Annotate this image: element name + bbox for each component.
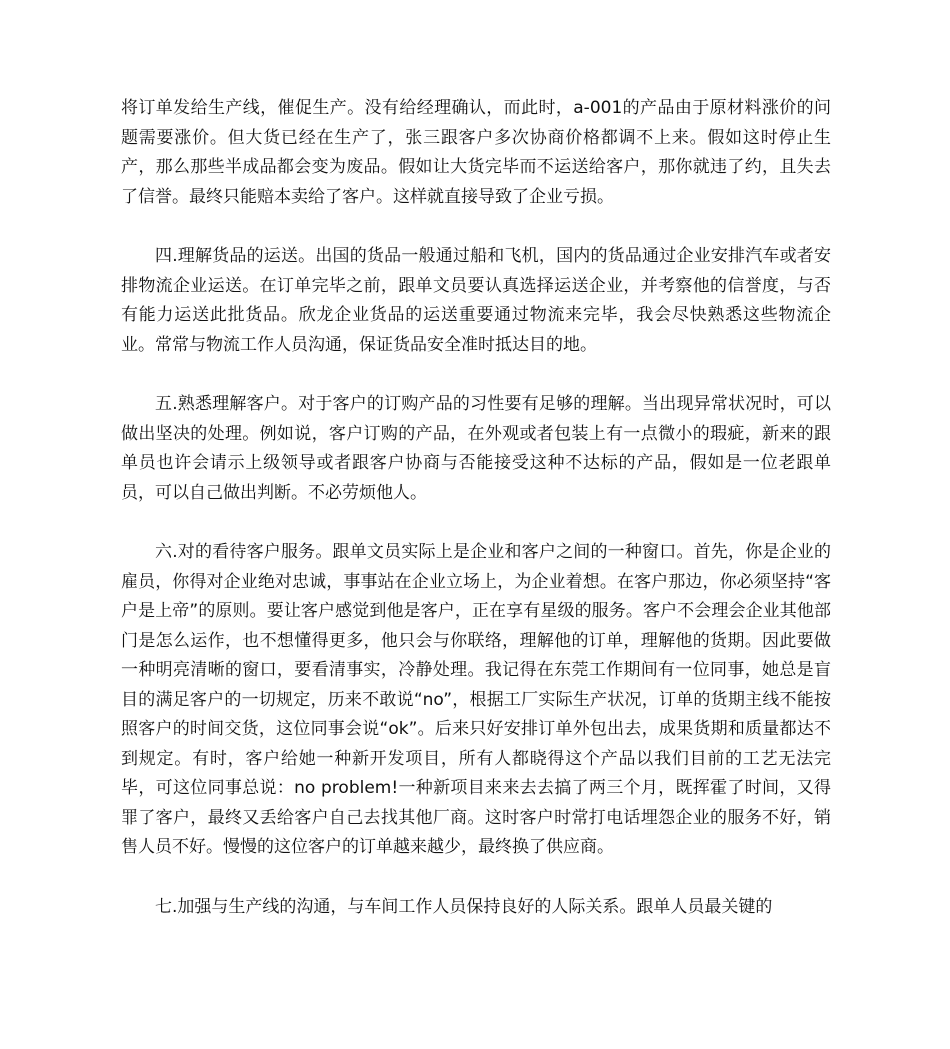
paragraph-continuation: 将订单发给生产线，催促生产。没有给经理确认，而此时，a-001的产品由于原材料涨价的问题需要涨价。但大货已经在生产了，张三跟客户多次协商价格都调不上来。假如这时停止生产，那么那些半成品都会变为废品。假如让大货完毕而不运送给客户，那你就违了约，且失去了信誉。最终只能赔本卖给了客户。这样就直接导致了企业亏损。 <box>121 98 831 207</box>
document-page <box>121 94 831 952</box>
paragraph-section-7: 七.加强与生产线的沟通，与车间工作人员保持良好的人际关系。跟单人员最关键的 <box>155 896 773 917</box>
paragraph-section-6: 六.对的看待客户服务。跟单文员实际上是企业和客户之间的一种窗口。首先，你是企业的雇员，你得对企业绝对忠诚，事事站在企业立场上，为企业着想。在客户那边，你必须坚持“客户是上帝”的原则。要让客户感觉到他是客户，正在享有星级的服务。客户不会理会企业其他部门是怎么运作，也不想懂得更多，他只会与你联络，理解他的订单，理解他的货期。因此要做一种明亮清晰的窗口，要看清事实，冷静处理。我记得在东莞工作期间有一位同事，她总是盲目的满足客户的一切规定，历来不敢说“no”，根据工厂实际生产状况，订单的货期主线不能按照客户的时间交货，这位同事会说“ok”。后来只好安排订单外包出去，成果货期和质量都达不到规定。有时，客户给她一种新开发项目，所有人都晓得这个产品以我们目前的工艺无法完毕，可这位同事总说：no problem!一种新项目来来去去搞了两三个月，既挥霍了时间，又得罪了客户，最终又丢给客户自己去找其他厂商。这时客户时常打电话埋怨企业的服务不好，销售人员不好。慢慢的这位客户的订单越来越少，最终换了供应商。 <box>121 542 831 857</box>
paragraph-section-4: 四.理解货品的运送。出国的货品一般通过船和飞机，国内的货品通过企业安排汽车或者安排物流企业运送。在订单完毕之前，跟单文员要认真选择运送企业，并考察他的信誉度，与否有能力运送此批货品。欣龙企业货品的运送重要通过物流来完毕，我会尽快熟悉这些物流企业。常常与物流工作人员沟通，保证货品安全准时抵达目的地。 <box>121 246 831 355</box>
paragraph-section-5: 五.熟悉理解客户。对于客户的订购产品的习性要有足够的理解。当出现异常状况时，可以做出坚决的处理。例如说，客户订购的产品，在外观或者包装上有一点微小的瑕疵，新来的跟单员也许会请示上级领导或者跟客户协商与否能接受这种不达标的产品，假如是一位老跟单员，可以自己做出判断。不必劳烦他人。 <box>121 394 831 503</box>
